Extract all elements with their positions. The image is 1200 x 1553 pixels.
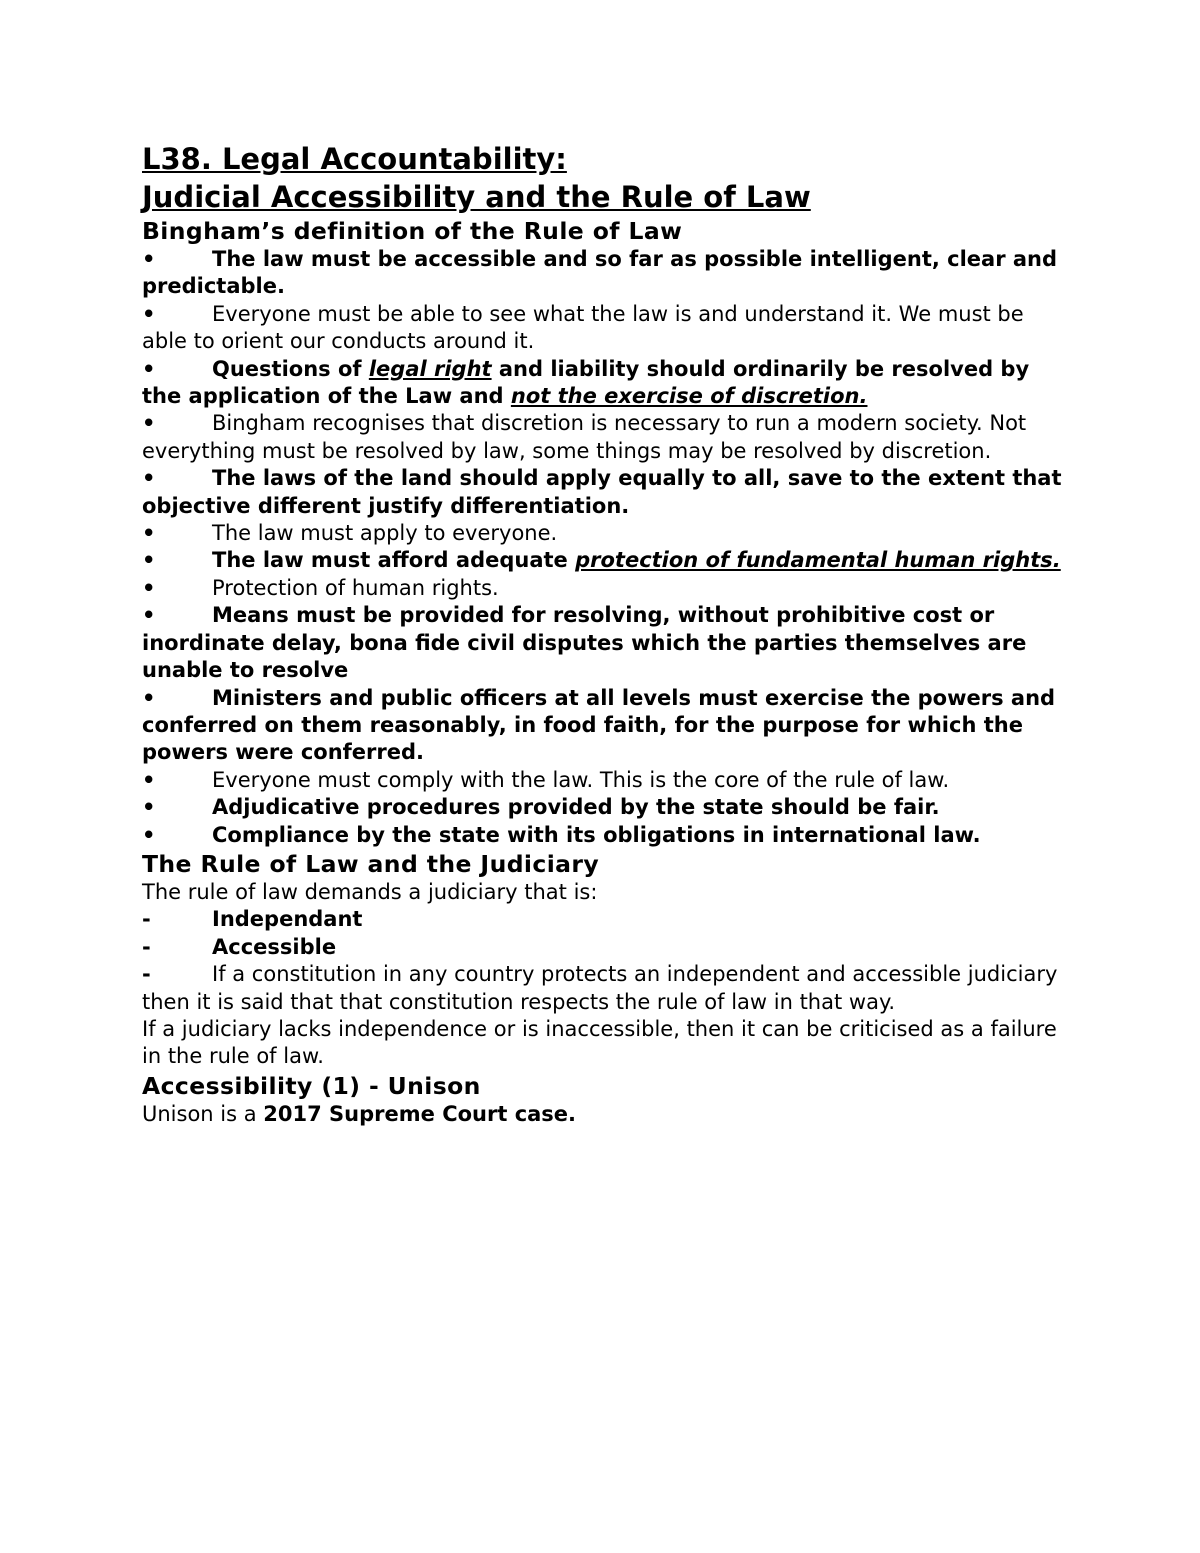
- item-text: Bingham recognises that discretion is necessary to run a modern society. Not everything must be resolved by law, some things may be resolved by discretion.: [142, 411, 1027, 463]
- bullet-marker: •: [142, 685, 156, 710]
- list-item: [142, 906, 1062, 933]
- bullet-marker: •: [142, 466, 156, 491]
- item-text: The laws of the land should apply equally to all, save to the extent that objective different justify differentiation.: [142, 466, 1062, 518]
- paragraph: If a judiciary lacks independence or is inaccessible, then it can be criticised as a failure in the rule of law.: [142, 1016, 1057, 1069]
- item-text: Everyone must comply with the law. This is the core of the rule of law.: [212, 767, 950, 792]
- title-line-1: L38. Legal Accountability:: [142, 142, 567, 176]
- item-text: The law must be accessible and so far as possible intelligent, clear and predictable.: [142, 247, 1058, 299]
- item-text: If a constitution in any country protects an independent and accessible judiciary then it is said that that constitution respects the rule of law in that way.: [142, 962, 1058, 1014]
- dash-marker: -: [142, 907, 151, 932]
- item-emphasis-legal-right: legal right: [368, 356, 492, 381]
- list-item: [142, 575, 1062, 602]
- paragraph: [142, 1101, 1062, 1128]
- list-item: [142, 794, 1062, 821]
- title-line-2: Judicial Accessibility and the Rule of Law: [142, 180, 811, 214]
- list-item: [142, 961, 1062, 1016]
- section-heading-unison: Accessibility (1) - Unison: [142, 1071, 481, 1100]
- list-item: [142, 685, 1062, 767]
- bullet-marker: •: [142, 411, 156, 436]
- list-item: [142, 410, 1062, 465]
- section-heading-judiciary: The Rule of Law and the Judiciary: [142, 849, 600, 878]
- document-title: [142, 140, 1062, 216]
- text-pre: Unison is a: [142, 1101, 264, 1126]
- item-text-pre: Questions of: [212, 356, 369, 381]
- bullet-marker: •: [142, 301, 156, 326]
- list-item: [142, 547, 1062, 574]
- dash-marker: -: [142, 934, 151, 959]
- item-text: Independant: [212, 907, 363, 932]
- dash-marker: -: [142, 962, 151, 987]
- list-item: [142, 356, 1062, 411]
- text-bold: 2017 Supreme Court case.: [263, 1101, 577, 1126]
- list-item: [142, 934, 1062, 961]
- list-item: [142, 822, 1062, 849]
- item-text: Everyone must be able to see what the law is and understand it. We must be able to orient our conducts around it.: [142, 301, 1024, 354]
- section-heading-bingham: Bingham’s definition of the Rule of Law: [142, 217, 683, 245]
- list-item: [142, 767, 1062, 794]
- document-page: [142, 140, 1062, 1128]
- item-text: Means must be provided for resolving, without prohibitive cost or inordinate delay, bona fide civil disputes which the parties themselves are unable to resolve: [142, 603, 1027, 683]
- item-text: Compliance by the state with its obligations in international law.: [212, 822, 981, 847]
- list-item: [142, 301, 1062, 356]
- list-item: [142, 246, 1062, 301]
- bullet-marker: •: [142, 575, 156, 600]
- item-text: Protection of human rights.: [212, 575, 499, 600]
- bullet-marker: •: [142, 767, 156, 792]
- item-text: Ministers and public officers at all levels must exercise the powers and conferred on them reasonably, in food faith, for the purpose for which the powers were conferred.: [142, 685, 1056, 765]
- bullet-marker: •: [142, 356, 156, 381]
- bullet-marker: •: [142, 247, 156, 271]
- bullet-marker: •: [142, 603, 156, 628]
- section-intro: The rule of law demands a judiciary that is:: [142, 879, 598, 904]
- item-text-pre: The law must afford adequate: [212, 548, 576, 573]
- item-text-mid: and liability should ordinarily be resolved by the application of the Law and: [142, 356, 1030, 409]
- bullet-marker: •: [142, 795, 156, 820]
- item-emphasis-discretion: not the exercise of discretion.: [510, 384, 868, 409]
- list-item: [142, 602, 1062, 684]
- item-emphasis-human-rights: protection of fundamental human rights.: [575, 548, 1061, 573]
- item-text: Accessible: [212, 934, 337, 959]
- bullet-marker: •: [142, 822, 156, 847]
- item-text: The law must apply to everyone.: [212, 521, 558, 546]
- bullet-marker: •: [142, 548, 156, 573]
- list-item: [142, 465, 1062, 520]
- list-item: [142, 520, 1062, 547]
- bullet-marker: •: [142, 521, 156, 546]
- item-text: Adjudicative procedures provided by the state should be fair.: [212, 795, 940, 820]
